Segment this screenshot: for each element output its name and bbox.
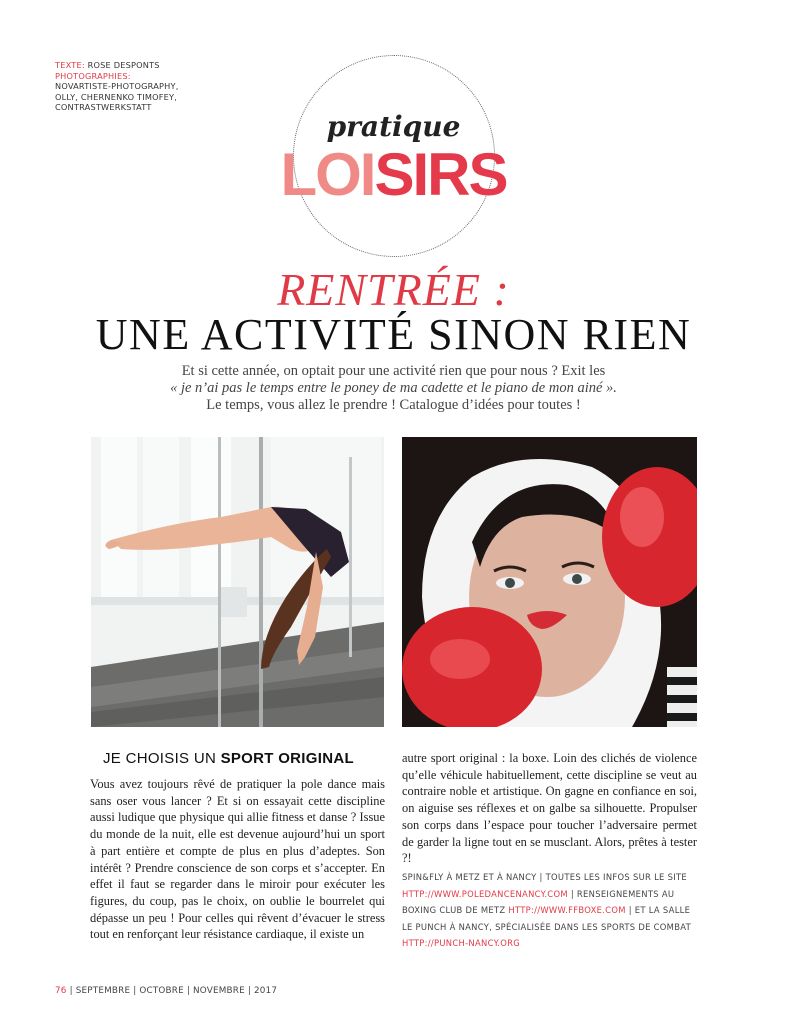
info-text: | RENSEIGNEMENTS AU BOXING CLUB DE METZ xyxy=(402,888,675,916)
article-intro xyxy=(120,363,667,414)
credit-photos-line: OLLY, CHERNENKO TIMOFEY, xyxy=(55,91,178,102)
article-column-right xyxy=(402,750,697,952)
credit-photos-label: PHOTOGRAPHIES: xyxy=(55,70,131,81)
info-text: | ET LA SALLE LE PUNCH À NANCY, SPÉCIALISÉE DANS LES SPORTS DE COMBAT xyxy=(402,905,692,932)
rubric-title xyxy=(0,140,787,210)
intro-line: Et si cette année, on optait pour une activité rien que pour nous ? Exit les xyxy=(181,363,606,379)
section-title-plain: JE CHOISIS UN xyxy=(103,750,221,767)
practical-info xyxy=(402,869,697,952)
article-headline: UNE ACTIVITÉ SINON RIEN xyxy=(95,310,692,359)
section-title-bold: SPORT ORIGINAL xyxy=(220,750,354,767)
issue-date: | SEPTEMBRE | OCTOBRE | NOVEMBRE | 2017 xyxy=(66,986,278,996)
body-paragraph-right: autre sport original : la boxe. Loin des clichés de violence qu’elle véhicule habituellement, cette discipline se veut au contraire noble et artistique. On gagne en confiance en soi, on aiguise ses réflexes et on galbe sa silhouette. Propulser son corps dans l’espace pour toucher l’adversaire permet de garder la ligne tout en se musclant. Alors, prêtes à tester ?! xyxy=(402,751,697,866)
credit-text-author: ROSE DESPONTS xyxy=(87,60,160,70)
page-number: 76 xyxy=(55,986,67,996)
intro-line xyxy=(120,380,667,397)
intro-quote: « je n’ai pas le temps entre le poney de ma cadette et le piano de mon ainé ». xyxy=(170,380,617,396)
pole-dance-photo xyxy=(91,437,384,727)
info-link-punch[interactable]: HTTP://PUNCH-NANCY.ORG xyxy=(402,938,521,949)
info-link-poledance[interactable]: HTTP://WWW.POLEDANCENANCY.COM xyxy=(402,888,568,899)
page-footer xyxy=(55,986,277,996)
article-column-left xyxy=(90,750,385,943)
credit-text-label: TEXTE: xyxy=(55,60,85,70)
rubric-title-part1: LOI xyxy=(280,141,375,208)
info-text: SPIN&FLY À METZ ET À NANCY | TOUTES LES INFOS SUR LE SITE xyxy=(402,871,688,882)
info-link-ffboxe[interactable]: HTTP://WWW.FFBOXE.COM xyxy=(508,905,626,916)
photo-credits xyxy=(55,60,179,113)
section-title xyxy=(103,750,385,767)
rubric-title-part2: SIRS xyxy=(374,141,507,208)
article-kicker: RENTRÉE : xyxy=(277,264,510,315)
rubric-kicker: pratique xyxy=(326,110,461,143)
body-paragraph-left: Vous avez toujours rêvé de pratiquer la pole dance mais sans oser vous lancer ? Et si on essayait cette discipline aussi ludique que physique qui allie fitness et danse ? Issue du monde de la nuit, elle est devenue aujourd’hui un sport à part entière et compte de plus en plus d’adeptes. Son intérêt ? Prendre conscience de son corps et s’accepter. En effet il faut se regarder dans le miroir pour exécuter les figures, du coup, pas le choix, on oublie le bourrelet qui dépasse un peu ! Pour celles qui rêvent d’évacuer le stress tout en renforçant leur résistance cardiaque, il existe un xyxy=(90,777,385,942)
intro-line: Le temps, vous allez le prendre ! Catalogue d’idées pour toutes ! xyxy=(206,397,581,413)
boxing-photo xyxy=(402,437,697,727)
credit-photos-line: CONTRASTWERKSTATT xyxy=(55,102,152,112)
credit-photos-line: NOVARTISTE-PHOTOGRAPHY, xyxy=(55,81,179,91)
